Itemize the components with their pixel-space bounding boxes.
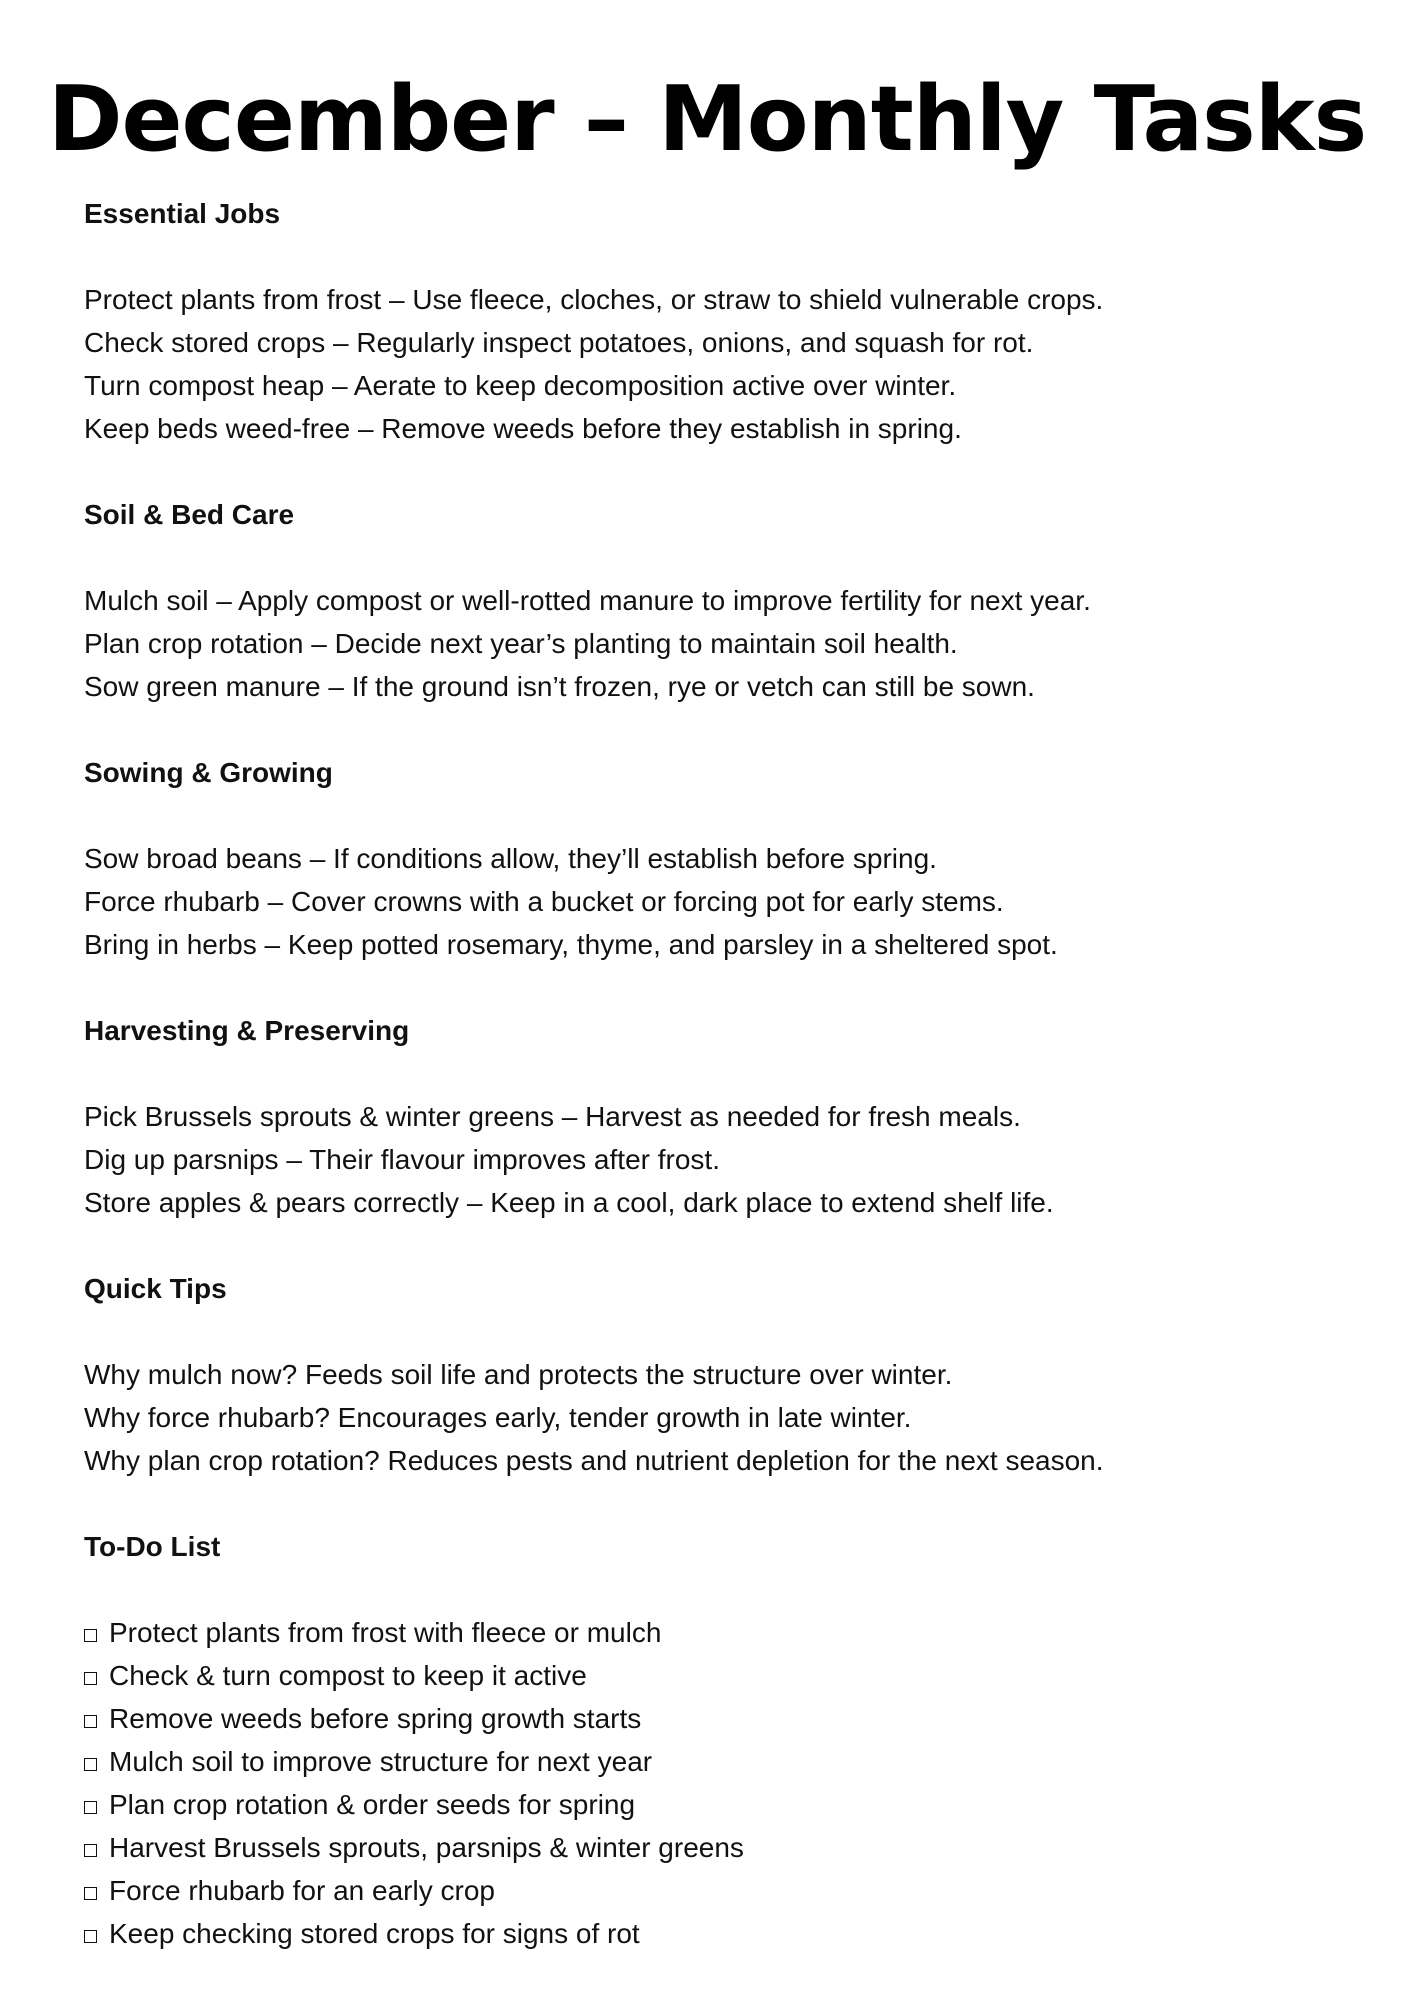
section-essential-jobs [84, 192, 1364, 450]
task-line: Bring in herbs – Keep potted rosemary, thyme, and parsley in a sheltered spot. [84, 929, 1058, 960]
section-quick-tips [84, 1267, 1364, 1482]
task-line: Sow broad beans – If conditions allow, they’ll establish before spring. [84, 843, 937, 874]
todo-item-label: Force rhubarb for an early crop [109, 1875, 495, 1906]
checkbox-icon[interactable] [84, 1887, 97, 1900]
section-heading: Quick Tips [84, 1273, 227, 1304]
section-heading: Essential Jobs [84, 198, 281, 229]
checkbox-icon[interactable] [84, 1672, 97, 1685]
task-line: Store apples & pears correctly – Keep in a cool, dark place to extend shelf life. [84, 1187, 1054, 1218]
todo-item-label: Check & turn compost to keep it active [109, 1660, 587, 1691]
todo-item [84, 1826, 1364, 1869]
checkbox-icon[interactable] [84, 1758, 97, 1771]
section-heading: Harvesting & Preserving [84, 1015, 410, 1046]
todo-item-label: Protect plants from frost with fleece or mulch [109, 1617, 662, 1648]
checkbox-icon[interactable] [84, 1844, 97, 1857]
todo-item-label: Remove weeds before spring growth starts [109, 1703, 642, 1734]
checkbox-icon[interactable] [84, 1801, 97, 1814]
section-heading: Sowing & Growing [84, 757, 333, 788]
tip-line: Why plan crop rotation? Reduces pests and nutrient depletion for the next season. [84, 1445, 1104, 1476]
task-line: Force rhubarb – Cover crowns with a bucket or forcing pot for early stems. [84, 886, 1004, 917]
section-sowing-growing [84, 751, 1364, 966]
section-harvesting-preserving [84, 1009, 1364, 1224]
section-heading: Soil & Bed Care [84, 499, 295, 530]
document-content [84, 192, 1364, 1998]
todo-item [84, 1783, 1364, 1826]
todo-item-label: Keep checking stored crops for signs of rot [109, 1918, 640, 1949]
section-todo-list [84, 1525, 1364, 1955]
todo-item-label: Mulch soil to improve structure for next year [109, 1746, 653, 1777]
tip-line: Why force rhubarb? Encourages early, tender growth in late winter. [84, 1402, 912, 1433]
todo-item [84, 1611, 1364, 1654]
todo-item-label: Harvest Brussels sprouts, parsnips & winter greens [109, 1832, 744, 1863]
task-line: Pick Brussels sprouts & winter greens – Harvest as needed for fresh meals. [84, 1101, 1021, 1132]
task-line: Protect plants from frost – Use fleece, cloches, or straw to shield vulnerable crops. [84, 284, 1104, 315]
todo-item-label: Plan crop rotation & order seeds for spring [109, 1789, 636, 1820]
page-title: December – Monthly Tasks [47, 67, 1367, 172]
task-line: Keep beds weed-free – Remove weeds before they establish in spring. [84, 413, 962, 444]
section-soil-bed-care [84, 493, 1364, 708]
todo-item [84, 1654, 1364, 1697]
todo-item [84, 1740, 1364, 1783]
task-line: Plan crop rotation – Decide next year’s planting to maintain soil health. [84, 628, 958, 659]
task-line: Dig up parsnips – Their flavour improves after frost. [84, 1144, 720, 1175]
section-heading: To-Do List [84, 1531, 221, 1562]
task-line: Turn compost heap – Aerate to keep decomposition active over winter. [84, 370, 957, 401]
checkbox-icon[interactable] [84, 1715, 97, 1728]
task-line: Mulch soil – Apply compost or well-rotted manure to improve fertility for next year. [84, 585, 1091, 616]
task-line: Sow green manure – If the ground isn’t frozen, rye or vetch can still be sown. [84, 671, 1035, 702]
todo-item [84, 1697, 1364, 1740]
checkbox-icon[interactable] [84, 1930, 97, 1943]
tip-line: Why mulch now? Feeds soil life and protects the structure over winter. [84, 1359, 953, 1390]
task-line: Check stored crops – Regularly inspect potatoes, onions, and squash for rot. [84, 327, 1034, 358]
todo-item [84, 1912, 1364, 1955]
checkbox-icon[interactable] [84, 1629, 97, 1642]
todo-item [84, 1869, 1364, 1912]
